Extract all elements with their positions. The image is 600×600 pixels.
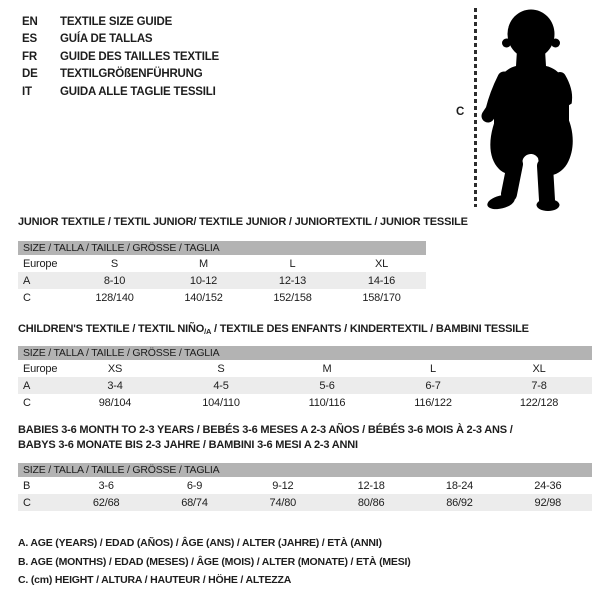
language-code: ES (22, 33, 37, 46)
size-header-label: SIZE / TALLA / TAILLE / GRÖSSE / TAGLIA (23, 242, 220, 254)
age-cell: 10-12 (189, 274, 218, 287)
table-row-europe (18, 360, 592, 377)
age-cell: 12-18 (357, 479, 385, 492)
size-cell: S (217, 362, 225, 375)
height-cell: 104/110 (202, 396, 240, 409)
legend-note-c: C. (cm) HEIGHT / ALTURA / HAUTEUR / HÖHE / ALTEZZA (18, 574, 292, 586)
table-row-age (18, 377, 592, 394)
table-row-height (18, 289, 426, 306)
height-cell: 158/170 (362, 291, 401, 304)
legend-note-a: A. AGE (YEARS) / EDAD (AÑOS) / ÂGE (ANS) / ALTER (JAHRE) / ETÀ (ANNI) (18, 537, 382, 549)
row-label: C (23, 396, 31, 409)
language-code: EN (22, 15, 38, 28)
size-cell: XS (107, 362, 123, 375)
row-label: Europe (23, 257, 58, 270)
row-label: C (23, 291, 31, 304)
table-row-height (18, 494, 592, 511)
height-dashed-line (474, 8, 477, 207)
height-cell: 62/68 (92, 496, 120, 509)
language-code: IT (22, 85, 32, 98)
age-cell: 3-6 (98, 479, 114, 492)
row-label: A (23, 379, 31, 392)
size-cell: S (110, 257, 119, 270)
age-cell: 4-5 (213, 379, 229, 392)
row-label: Europe (23, 362, 58, 375)
height-cell: 110/116 (308, 396, 346, 409)
height-cell: 92/98 (534, 496, 562, 509)
age-cell: 24-36 (534, 479, 562, 492)
babies-textile-section (18, 423, 592, 511)
size-header-band (18, 463, 592, 477)
table-row-europe (18, 255, 426, 272)
size-cell: M (199, 257, 208, 270)
language-label: TEXTILE SIZE GUIDE (60, 15, 173, 28)
table-row-height (18, 394, 592, 411)
age-cell: 7-8 (531, 379, 547, 392)
language-label: TEXTILGRÖßENFÜHRUNG (60, 68, 203, 81)
language-code: FR (22, 50, 37, 63)
height-cell: 122/128 (519, 396, 559, 409)
legend-notes (18, 534, 411, 590)
age-cell: 14-16 (367, 274, 396, 287)
age-cell: 6-7 (425, 379, 441, 392)
age-cell: 3-4 (107, 379, 123, 392)
size-header-band (18, 346, 592, 360)
height-cell: 140/152 (184, 291, 223, 304)
size-header-label: SIZE / TALLA / TAILLE / GRÖSSE / TAGLIA (23, 464, 220, 476)
language-label: GUIDE DES TAILLES TEXTILE (60, 50, 219, 63)
children-textile-section (18, 322, 592, 411)
height-measure-label: C (456, 106, 465, 118)
age-cell: 8-10 (103, 274, 126, 287)
height-cell: 128/140 (95, 291, 134, 304)
row-label: C (23, 496, 31, 509)
title-subscript: /A (204, 327, 212, 336)
height-cell: 116/122 (414, 396, 452, 409)
size-cell: XL (532, 362, 546, 375)
height-cell: 74/80 (269, 496, 297, 509)
age-cell: 18-24 (445, 479, 474, 492)
height-figure (0, 0, 600, 218)
size-header-label: SIZE / TALLA / TAILLE / GRÖSSE / TAGLIA (23, 347, 220, 359)
legend-note-b: B. AGE (MONTHS) / EDAD (MESES) / ÂGE (MOIS) / ALTER (MONATE) / ETÀ (MESI) (18, 555, 411, 568)
row-label: A (23, 274, 31, 287)
row-label: B (23, 479, 31, 492)
title-line-2: BABYS 3-6 MONATE BIS 2-3 JAHRE / BAMBINI 3-6 MESI A 2-3 ANNI (18, 439, 358, 451)
title-text: / TEXTILE DES ENFANTS / KINDERTEXTIL / BAMBINI TESSILE (211, 323, 529, 335)
language-label: GUIDA ALLE TAGLIE TESSILI (60, 85, 216, 98)
table-row-age-months (18, 477, 592, 494)
size-cell: M (322, 362, 332, 375)
age-cell: 6-9 (186, 479, 203, 492)
height-cell: 80/86 (357, 496, 385, 509)
title-line-1: BABIES 3-6 MONTH TO 2-3 YEARS / BEBÉS 3-6 MESES A 2-3 AÑOS / BÉBÉS 3-6 MOIS À 2-3 ANS / (18, 424, 513, 436)
height-cell: 68/74 (181, 496, 208, 509)
height-cell: 86/92 (446, 496, 473, 509)
age-cell: 12-13 (278, 274, 307, 287)
size-cell: L (430, 362, 436, 375)
age-cell: 5-6 (319, 379, 335, 392)
height-cell: 152/158 (273, 291, 312, 304)
size-cell: XL (374, 257, 389, 270)
language-code: DE (22, 68, 38, 81)
children-table-title (18, 322, 592, 339)
height-cell: 98/104 (98, 396, 132, 409)
title-text: CHILDREN'S TEXTILE / TEXTIL NIÑO (18, 323, 205, 335)
language-label: GUÍA DE TALLAS (60, 33, 153, 46)
table-row-age (18, 272, 426, 289)
junior-textile-section (18, 215, 468, 306)
size-header-band (18, 241, 426, 255)
age-cell: 9-12 (272, 479, 294, 492)
babies-table-title (18, 423, 592, 453)
toddler-silhouette-icon (481, 6, 583, 212)
size-cell: L (289, 257, 296, 270)
junior-table-title: JUNIOR TEXTILE / TEXTIL JUNIOR/ TEXTILE JUNIOR / JUNIORTEXTIL / JUNIOR TESSILE (18, 216, 468, 228)
